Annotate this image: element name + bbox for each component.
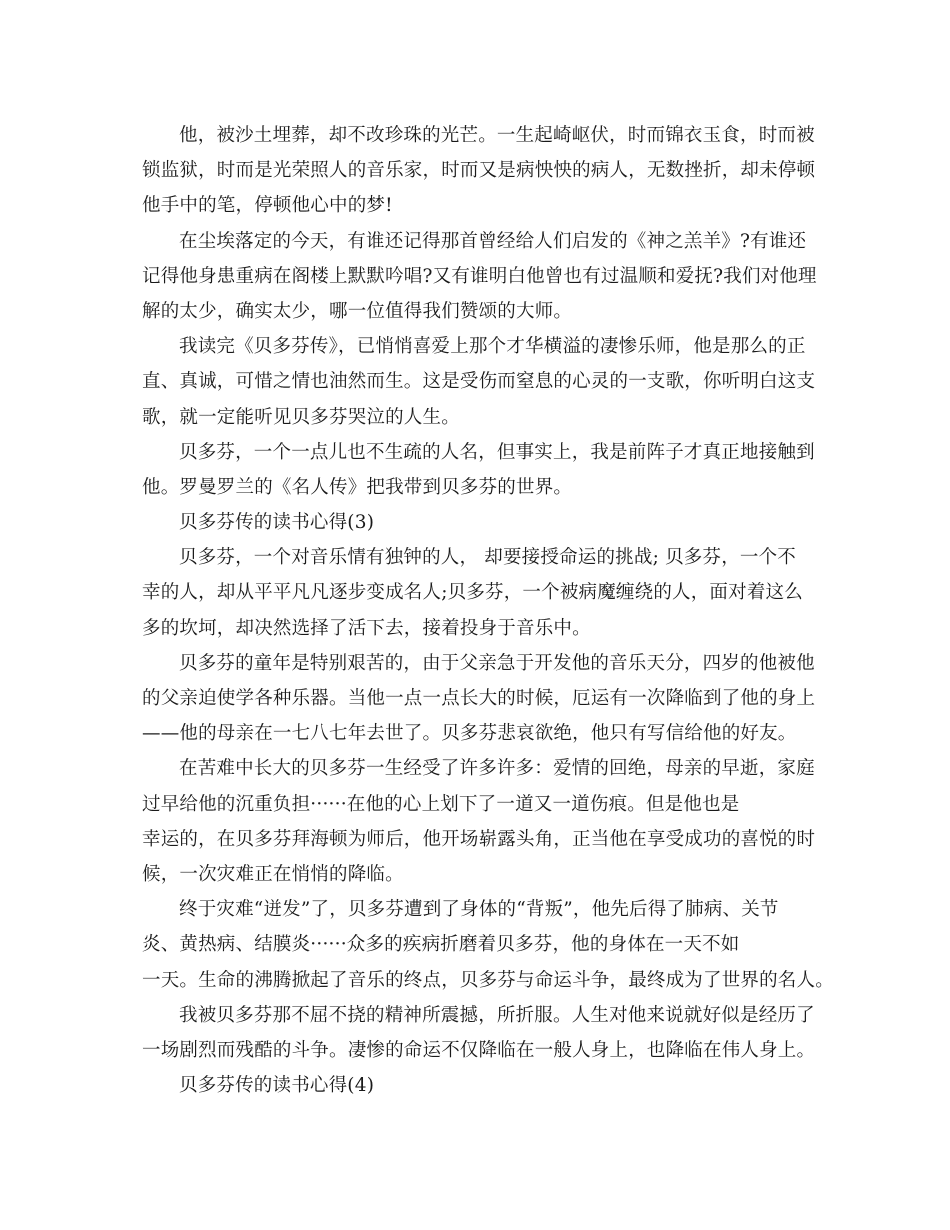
text-line: 他手中的笔，停顿他心中的梦! <box>142 195 393 217</box>
text-line: 的父亲迫使学各种乐器。当他一点一点长大的时候，厄运有一次降临到了他的身上 <box>142 688 816 709</box>
text-line: 我读完《贝多芬传》，已悄悄喜爱上那个才华横溢的凄惨乐师，他是那么的正 <box>179 336 806 358</box>
text-line: 过早给他的沉重负担······在他的心上划下了一道又一道伤痕。但是他也是 <box>142 793 740 815</box>
text-line: 多的坎坷，却决然选择了活下去，接着投身于音乐中。 <box>142 617 591 639</box>
text-line: 锁监狱，时而是光荣照人的音乐家，时而又是病怏怏的病人，无数挫折，却未停顿 <box>142 160 816 182</box>
text-line: 记得他身患重病在阁楼上默默吟唱?又有谁明白他曾也有过温顺和爱抚?我们对他理 <box>142 265 817 287</box>
text-line: 一场剧烈而残酷的斗争。凄惨的命运不仅降临在一般人身上，也降临在伟人身上。 <box>142 1039 816 1061</box>
text-line: 我被贝多芬那不屈不挠的精神所震撼，所折服。人生对他来说就好似是经历了 <box>179 1004 815 1026</box>
text-line: 贝多芬的童年是特别艰苦的，由于父亲急于开发他的音乐天分，四岁的他被他 <box>179 652 815 674</box>
document-page <box>142 118 834 1103</box>
text-line: ——他的母亲在一七八七年去世了。贝多芬悲哀欲绝，他只有写信给他的好友。 <box>142 723 797 745</box>
text-line: 在苦难中长大的贝多芬一生经受了许多许多：爱情的回绝，母亲的早逝，家庭 <box>179 758 815 780</box>
text-line: 候，一次灾难正在悄悄的降临。 <box>142 863 404 885</box>
section-heading: 贝多芬传的读书心得(4) <box>179 1075 375 1097</box>
text-line: 他，被沙土埋葬，却不改珍珠的光芒。一生起崎岖伏，时而锦衣玉食，时而被 <box>179 125 815 146</box>
text-line: 直、真诚，可惜之情也油然而生。这是受伤而窒息的心灵的一支歌，你听明白这支 <box>142 371 816 393</box>
text-line: 幸运的，在贝多芬拜海顿为师后，他开场崭露头角，正当他在享受成功的喜悦的时 <box>142 828 816 850</box>
text-line: 贝多芬，一个对音乐情有独钟的人， 却要接授命运的挑战; 贝多芬，一个不 <box>179 547 796 569</box>
text-line: 他。罗曼罗兰的《名人传》把我带到贝多芬的世界。 <box>142 476 573 498</box>
text-line: 解的太少，确实太少，哪一位值得我们赞颂的大师。 <box>142 300 573 322</box>
section-heading: 贝多芬传的读书心得(3) <box>179 512 375 534</box>
text-line: 在尘埃落定的今天，有谁还记得那首曾经给人们启发的《神之羔羊》?有谁还 <box>179 230 807 252</box>
text-line: 炎、黄热病、结膜炎······众多的疾病折磨着贝多芬，他的身体在一天不如 <box>142 934 740 956</box>
text-line: 贝多芬，一个一点儿也不生疏的人名，但事实上，我是前阵子才真正地接触到 <box>179 441 815 463</box>
text-line: 歌，就一定能听见贝多芬哭泣的人生。 <box>142 406 460 428</box>
text-line: 幸的人，却从平平凡凡逐步变成名人;贝多芬，一个被病魔缠绕的人，面对着这么 <box>142 582 803 604</box>
text-line: 一天。生命的沸腾掀起了音乐的终点，贝多芬与命运斗争，最终成为了世界的名人。 <box>142 969 834 991</box>
text-line: 终于灾难“迸发”了，贝多芬遭到了身体的“背叛”，他先后得了肺病、关节 <box>179 899 779 921</box>
